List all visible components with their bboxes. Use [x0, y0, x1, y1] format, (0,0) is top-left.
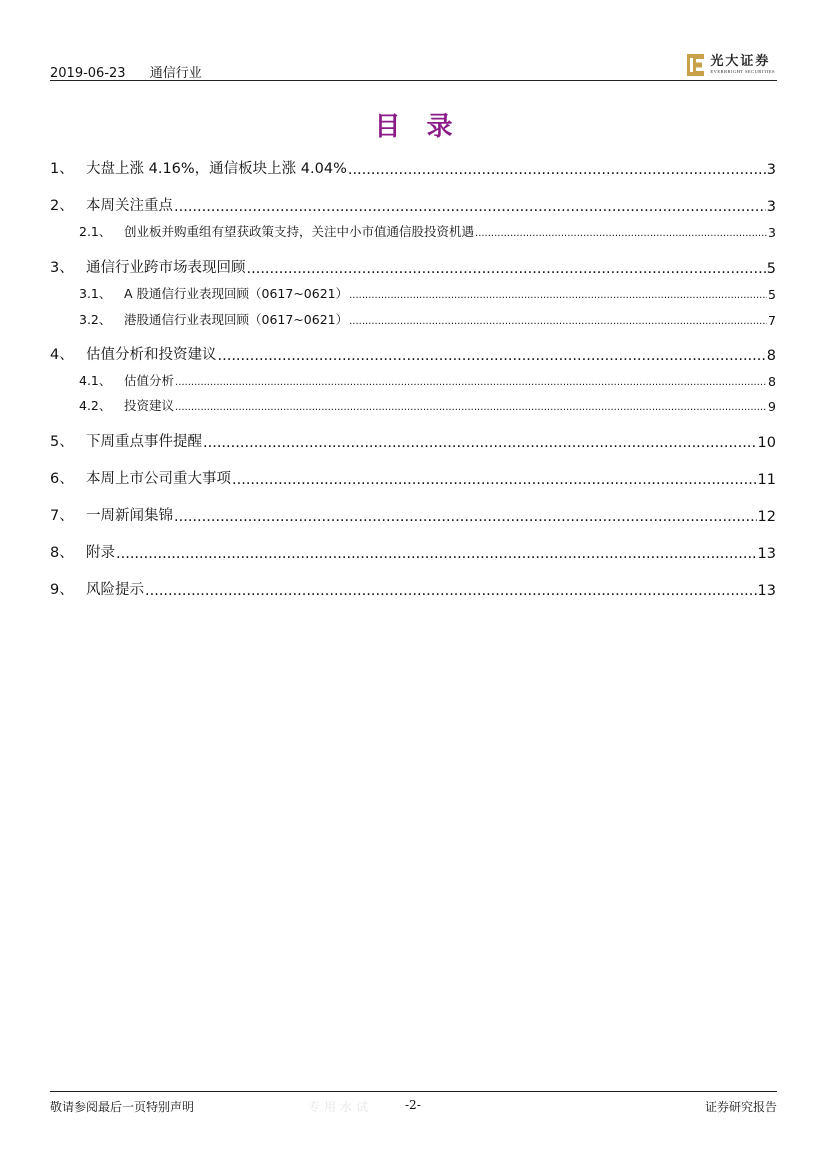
toc-entry-title: 通信行业跨市场表现回顾: [86, 260, 246, 276]
toc-entry-number: 6、: [50, 471, 74, 487]
report-type: 证券研究报告: [704, 1100, 777, 1114]
logo-chinese-name: 光大证券: [710, 54, 771, 69]
toc-entry-page: 8: [766, 348, 776, 364]
industry-name: 通信行业: [149, 66, 202, 81]
toc-entry[interactable]: [50, 503, 776, 525]
toc-entry-number: 4.2、: [79, 398, 112, 413]
toc-entry-page: 3: [766, 162, 776, 178]
toc-entry-title: 风险提示: [86, 582, 144, 598]
toc-entry[interactable]: [50, 577, 776, 599]
toc-entry-title: 本周上市公司重大事项: [86, 471, 231, 487]
toc-dot-leader: [349, 290, 767, 303]
toc-entry-title: 大盘上涨 4.16%，通信板块上涨 4.04%: [86, 161, 347, 177]
toc-entry-page: 8: [768, 374, 776, 389]
toc-entry[interactable]: [50, 308, 776, 328]
toc-entry-number: 2、: [50, 198, 74, 214]
toc-dot-leader: [203, 437, 757, 452]
toc-entry[interactable]: [50, 540, 776, 562]
toc-entry-page: 5: [768, 287, 776, 302]
toc-entry[interactable]: [50, 255, 776, 277]
logo-english-name: EVERBRIGHT SECURITIES: [710, 69, 775, 74]
toc-entry-title: 一周新闻集锦: [86, 508, 173, 524]
toc-entry-number: 8、: [50, 545, 74, 561]
disclaimer-note: 敬请参阅最后一页特别声明: [50, 1100, 195, 1114]
page-footer: [50, 1091, 777, 1114]
toc-entry-title: 本周关注重点: [86, 198, 173, 214]
toc-dot-leader: [174, 511, 757, 526]
toc-entry[interactable]: [50, 220, 776, 240]
header-info: [50, 62, 202, 81]
toc-entry[interactable]: [50, 282, 776, 302]
everbright-logo-icon: [686, 53, 706, 77]
toc-dot-leader: [175, 402, 767, 415]
toc-entry-number: 1、: [50, 161, 74, 177]
toc-entry-page: 13: [757, 546, 776, 562]
toc-dot-leader: [145, 585, 757, 600]
toc-entry[interactable]: [50, 156, 776, 178]
toc-entry[interactable]: [50, 369, 776, 389]
toc-entry-title: 估值分析和投资建议: [86, 347, 217, 363]
toc-entry-title: 下周重点事件提醒: [86, 434, 202, 450]
report-date: 2019-06-23: [50, 66, 126, 81]
toc-dot-leader: [174, 201, 766, 216]
toc-title: 目录: [374, 112, 479, 142]
toc-entry-number: 9、: [50, 582, 74, 598]
toc-entry[interactable]: [50, 193, 776, 215]
toc-entry-page: 12: [757, 509, 776, 525]
toc-dot-leader: [349, 316, 767, 329]
toc-entry-page: 3: [766, 199, 776, 215]
toc-entry[interactable]: [50, 466, 776, 488]
toc-entry-title: 港股通信行业表现回顾（0617~0621）: [124, 312, 349, 327]
toc-entry-number: 2.1、: [79, 224, 112, 239]
toc-dot-leader: [218, 350, 766, 365]
toc-dot-leader: [116, 548, 757, 563]
toc-dot-leader: [247, 263, 766, 278]
toc-dot-leader: [232, 474, 757, 489]
toc-entry-page: 5: [766, 261, 776, 277]
toc-entry-number: 3、: [50, 260, 74, 276]
toc-entry-title: 附录: [86, 545, 115, 561]
toc-entry-page: 7: [768, 313, 776, 328]
toc-entry-page: 11: [757, 472, 776, 488]
toc-entry-title: 估值分析: [124, 373, 175, 388]
toc-entry-page: 3: [768, 225, 776, 240]
toc-entry-title: 投资建议: [124, 398, 175, 413]
toc-dot-leader: [475, 228, 767, 241]
toc-entry[interactable]: [50, 394, 776, 414]
toc-entry-number: 5、: [50, 434, 74, 450]
toc-entry[interactable]: [50, 342, 776, 364]
toc-entry-number: 7、: [50, 508, 74, 524]
toc-entry-number: 3.2、: [79, 312, 112, 327]
toc-entry-number: 4.1、: [79, 373, 112, 388]
toc-dot-leader: [175, 377, 767, 390]
toc-entry-number: 3.1、: [79, 286, 112, 301]
toc-entry-title: 创业板并购重组有望获政策支持，关注中小市值通信股投资机遇: [124, 224, 475, 239]
toc-dot-leader: [348, 164, 766, 179]
everbright-logo: [686, 52, 775, 78]
toc-entry[interactable]: [50, 429, 776, 451]
toc-entry-title: A 股通信行业表现回顾（0617~0621）: [124, 286, 349, 301]
page-header: [50, 52, 777, 81]
toc-entry-page: 9: [768, 399, 776, 414]
page-number: -2-: [405, 1098, 421, 1112]
toc-entry-number: 4、: [50, 347, 74, 363]
watermark: 专用水试: [308, 1100, 373, 1114]
toc-entry-page: 10: [757, 435, 776, 451]
toc-entry-page: 13: [757, 583, 776, 599]
